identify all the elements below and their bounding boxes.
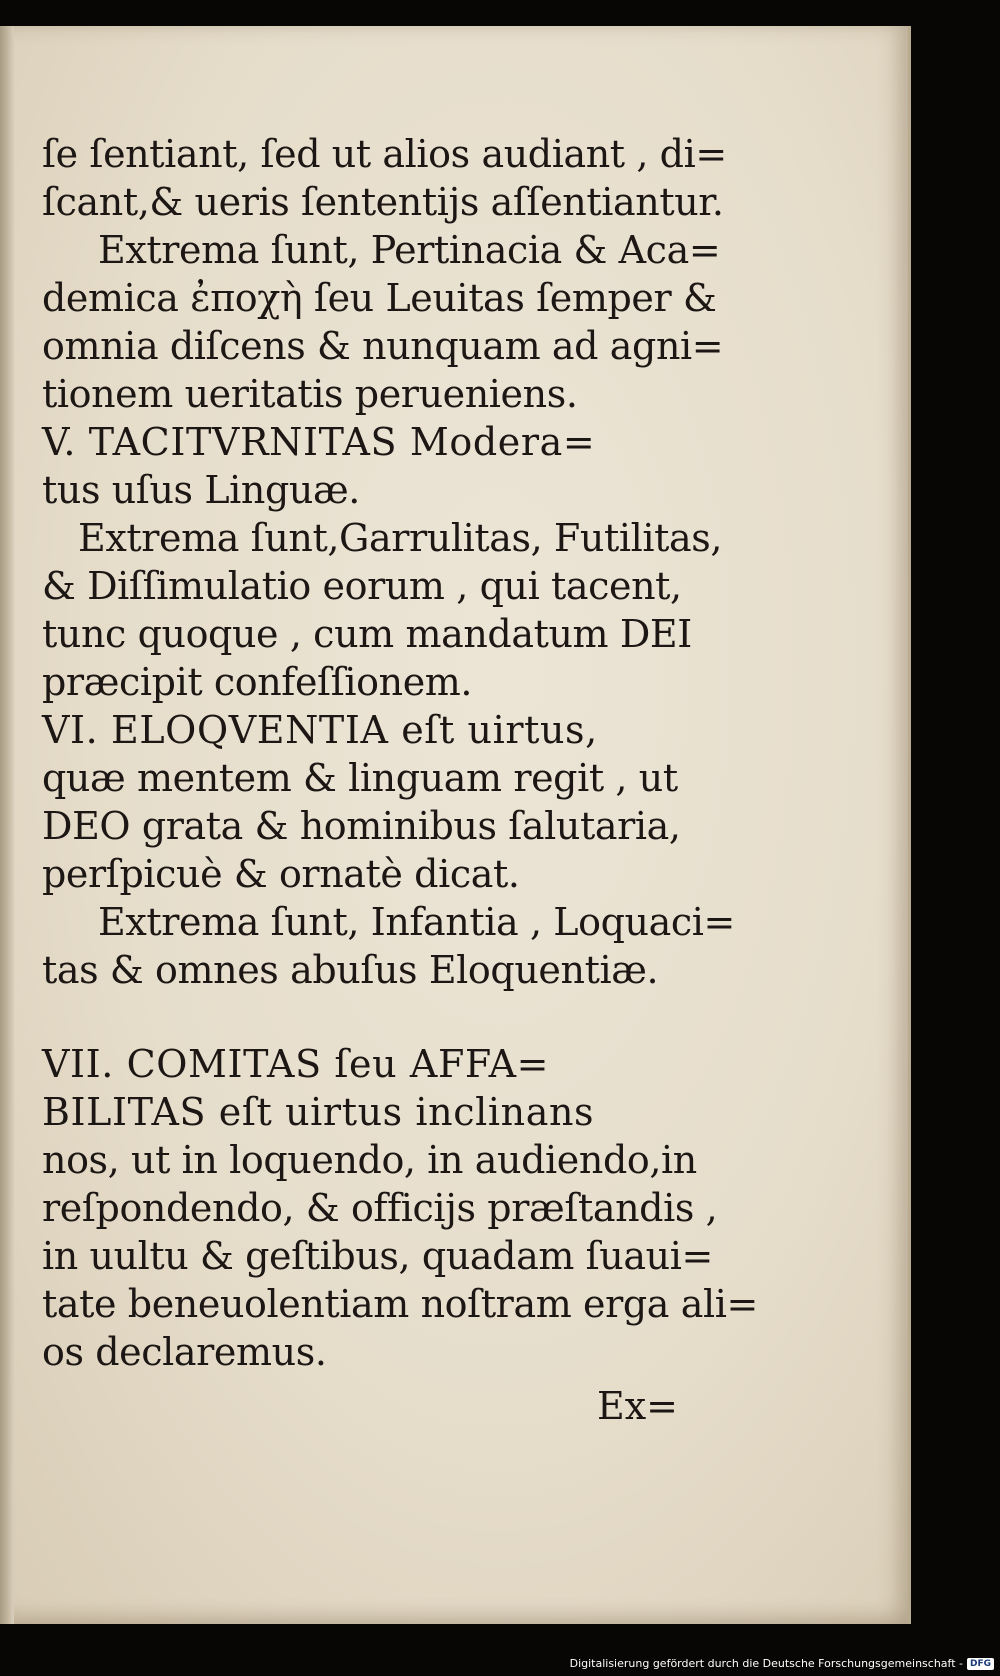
- text-line: BILITAS eſt uirtus inclinans: [42, 1090, 595, 1134]
- dfg-logo: DFG: [967, 1658, 994, 1670]
- text-line: in uultu & geſtibus, quadam ſuaui=: [42, 1234, 713, 1278]
- text-line: tunc quoque , cum mandatum DEI: [42, 612, 692, 656]
- text-line: quæ mentem & linguam regit , ut: [42, 756, 678, 800]
- text-line: tus uſus Linguæ.: [42, 468, 360, 512]
- text-line: DEO grata & hominibus ſalutaria,: [42, 804, 681, 848]
- text-line: demica ἐποχὴ ſeu Leuitas ſemper &: [42, 276, 717, 320]
- page-text-block: [42, 130, 758, 1430]
- section-heading: VII. COMITAS ſeu AFFA=: [42, 1042, 550, 1086]
- text-line: ſe ſentiant, ſed ut alios audiant , di=: [42, 132, 727, 176]
- text-line: & Diſſimulatio eorum , qui tacent,: [42, 564, 682, 608]
- catchword: Ex=: [596, 1384, 678, 1428]
- text-line: præcipit confeſſionem.: [42, 660, 473, 704]
- section-heading: V. TACITVRNITAS Modera=: [42, 420, 596, 464]
- text-line: tionem ueritatis perueniens.: [42, 372, 578, 416]
- page-gutter: [0, 26, 14, 1624]
- digitization-footer: [570, 1657, 994, 1670]
- text-line: nos, ut in loquendo, in audiendo,in: [42, 1138, 697, 1182]
- footer-credit: Digitalisierung gefördert durch die Deutsche Forschungsgemeinschaft -: [569, 1657, 963, 1670]
- text-line: Extrema ſunt,Garrulitas, Futilitas,: [78, 516, 723, 560]
- section-heading: VI. ELOQVENTIA eſt uirtus,: [42, 708, 598, 752]
- text-line: ſcant,& ueris ſententijs aſſentiantur.: [42, 180, 724, 224]
- text-line: omnia diſcens & nunquam ad agni=: [42, 324, 724, 368]
- paragraph-gap: [42, 994, 682, 1040]
- text-line: perſpicuè & ornatè dicat.: [42, 852, 520, 896]
- text-line: reſpondendo, & officijs præſtandis ,: [42, 1186, 718, 1230]
- text-line: Extrema ſunt, Pertinacia & Aca=: [98, 228, 721, 272]
- text-line: Extrema ſunt, Infantia , Loquaci=: [98, 900, 735, 944]
- text-line: tas & omnes abuſus Eloquentiæ.: [42, 948, 659, 992]
- text-line: tate beneuolentiam noſtram erga ali=: [42, 1282, 758, 1326]
- text-line: os declaremus.: [42, 1330, 327, 1374]
